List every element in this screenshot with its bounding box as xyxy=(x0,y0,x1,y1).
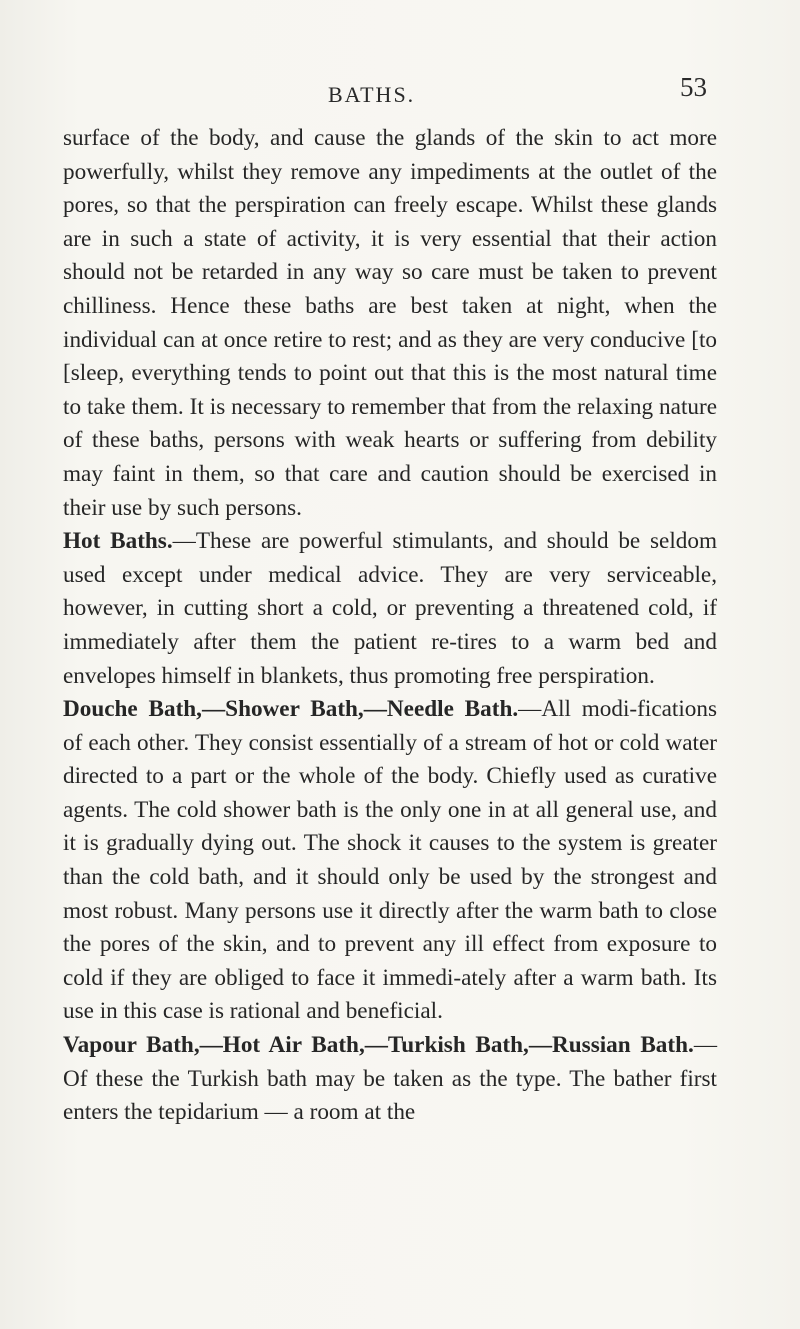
paragraph-text: —These are powerful stimulants, and should be seldom used except under medical advice. They are very serviceable, however, in cutting short a cold, or preventing a threatened cold, if immediately after them the patient re-tires to a warm bed and envelopes himself in blankets, thus promoting free perspiration. xyxy=(63,528,717,689)
paragraph-douche-bath xyxy=(63,693,717,1029)
run-in-heading: Vapour Bath,—Hot Air Bath,—Turkish Bath,—Russian Bath. xyxy=(63,1032,694,1059)
running-head: BATHS. xyxy=(328,82,416,107)
run-in-heading: Douche Bath,—Shower Bath,—Needle Bath. xyxy=(63,696,519,723)
paragraph-text: —Of these the Turkish bath may be taken as the type. The bather first enters the tepidarium — a room at the xyxy=(63,1032,717,1126)
paragraph-text: surface of the body, and cause the glands of the skin to act more powerfully, whilst they remove any impediments at the outlet of the pores, so that the perspiration can freely escape. Whilst these glands are in such a state of activity, it is very essential that their action should not be retarded in any way so care must be taken to prevent chilliness. Hence these baths are best taken at night, when the individual can at once retire to rest; and as they are very conducive [to [sleep, everything tends to point out that this is the most natural time to take them. It is necessary to remember that from the relaxing nature of these baths, persons with weak hearts or suffering from debility may faint in them, so that care and caution should be exercised in their use by such persons. xyxy=(63,125,717,521)
paragraph-text: —All modi-fications of each other. They consist essentially of a stream of hot or cold water directed to a part or the whole of the body. Chiefly used as curative agents. The cold shower bath is the only one in at all general use, and it is gradually dying out. The shock it causes to the system is greater than the cold bath, and it should only be used by the strongest and most robust. Many persons use it directly after the warm bath to close the pores of the skin, and to prevent any ill effect from exposure to cold if they are obliged to face it immedi-ately after a warm bath. Its use in this case is rational and beneficial. xyxy=(63,696,717,1025)
paragraph-continuation xyxy=(63,122,717,525)
run-in-heading: Hot Baths. xyxy=(63,528,173,555)
paragraph-vapour-bath xyxy=(63,1029,717,1130)
paragraph-hot-baths xyxy=(63,525,717,693)
page-header xyxy=(0,72,800,112)
page-number: 53 xyxy=(680,72,707,102)
body-text xyxy=(63,122,717,1130)
